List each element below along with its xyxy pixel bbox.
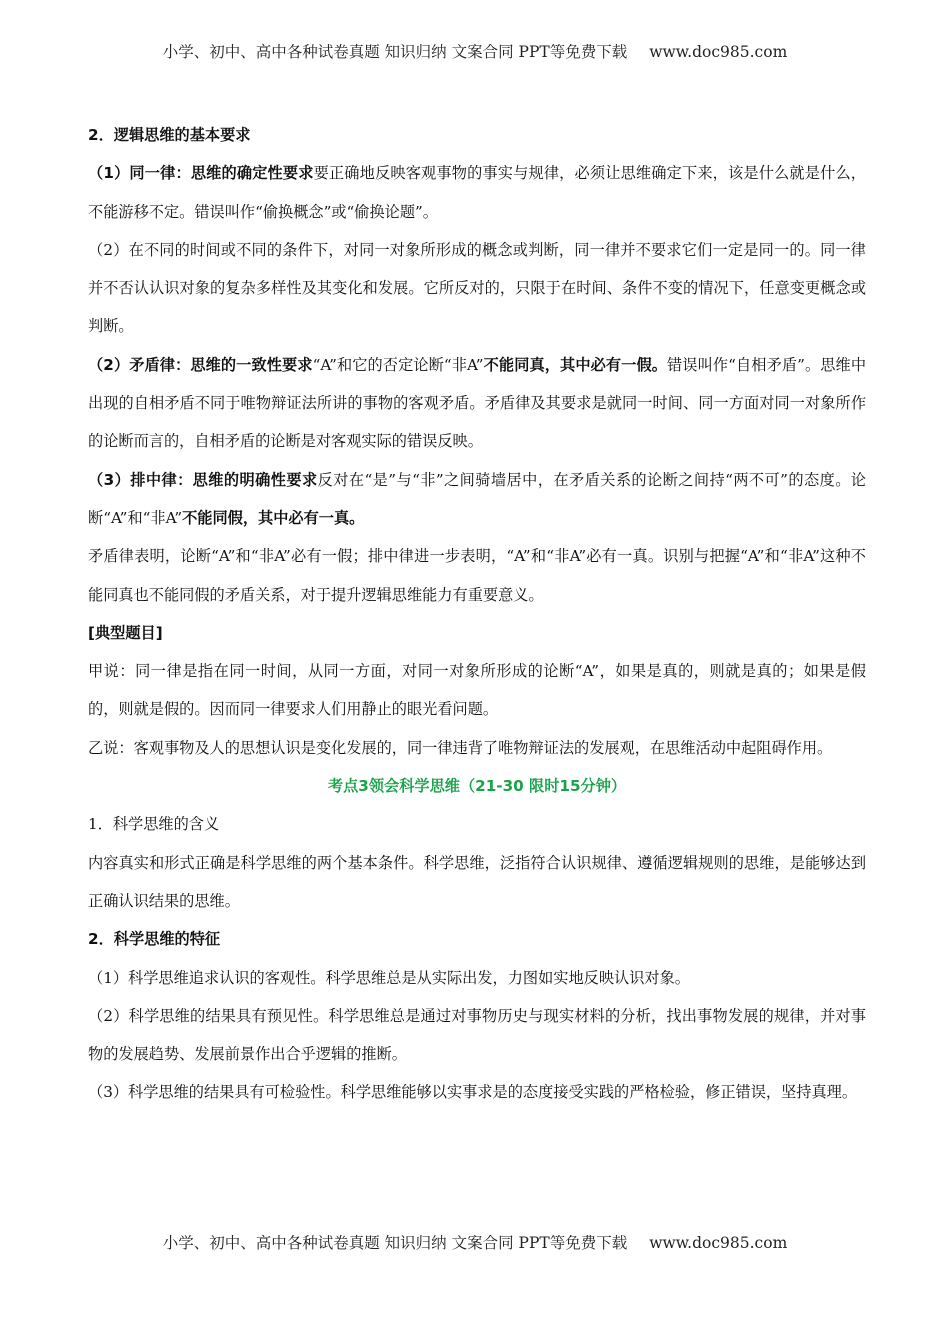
paragraph-contradiction-law: [88, 346, 866, 461]
bold-label: （3）排中律：思维的明确性要求: [88, 470, 318, 489]
paragraph-meaning: 内容真实和形式正确是科学思维的两个基本条件。科学思维，泛指符合认识规律、遵循逻辑规则的思维，是能够达到正确认识结果的思维。: [88, 853, 866, 910]
typical-question-heading: [典型题目]: [88, 623, 163, 642]
bold-label: （2）矛盾律：思维的一致性要求: [88, 355, 313, 374]
header-url[interactable]: www.doc985.com: [649, 43, 788, 61]
bold-text: 不能同假，其中必有一真。: [182, 508, 365, 527]
section-title: 考点3领会科学思维（21-30 限时15分钟）: [327, 777, 627, 796]
section-heading-features: 2．科学思维的特征: [88, 930, 221, 949]
section-heading: 2．逻辑思维的基本要求: [88, 126, 251, 144]
paragraph-summary: 矛盾律表明，论断“A”和“非A”必有一假；排中律进一步表明，“A”和“非A”必有一真。识别与把握“A”和“非A”这种不能同真也不能同假的矛盾关系，对于提升逻辑思维能力有重要意义。: [88, 547, 866, 604]
subheading-meaning: 1．科学思维的含义: [88, 815, 220, 834]
bold-label: （1）同一律：思维的确定性要求: [88, 164, 314, 183]
footer-url[interactable]: www.doc985.com: [649, 1234, 788, 1252]
paragraph-identity-law: [88, 154, 866, 231]
paragraph-identity-note: （2）在不同的时间或不同的条件下，对同一对象所形成的概念或判断，同一律并不要求它们一定是同一的。同一律并不否认认识对象的复杂多样性及其变化和发展。它所反对的，只限于在时间、条件不变的情况下，任意变更概念或判断。: [88, 240, 866, 336]
page-header: [0, 40, 950, 62]
paragraph-jia: 甲说：同一律是指在同一时间，从同一方面，对同一对象所形成的论断“A”，如果是真的，则就是真的；如果是假的，则就是假的。因而同一律要求人们用静止的眼光看问题。: [88, 662, 866, 719]
paragraph-excluded-middle: [88, 461, 866, 538]
paragraph-yi: 乙说：客观事物及人的思想认识是变化发展的，同一律违背了唯物辩证法的发展观，在思维活动中起阻碍作用。: [88, 738, 833, 757]
paragraph-text: “A”和它的否定论断“非A”: [312, 355, 484, 374]
footer-text: 小学、初中、高中各种试卷真题 知识归纳 文案合同 PPT等免费下载: [162, 1234, 628, 1252]
page-footer: [0, 1231, 950, 1253]
paragraph-text: 要正确地反映客观事物的事实与规律，必须让思维确定下来，该是什么就是什么，不能游移不定。错误叫作“偷换概念”或“偷换论题”。: [88, 164, 866, 221]
paragraph-feature-1: （1）科学思维追求认识的客观性。科学思维总是从实际出发，力图如实地反映认识对象。: [88, 968, 690, 987]
paragraph-text: 错误叫作“自相矛盾”。思维中出现的自相矛盾不同于唯物辩证法所讲的事物的客观矛盾。矛盾律及其要求是就同一时间、同一方面对同一对象所作的论断而言的，自相矛盾的论断是对客观实际的错误反映。: [88, 355, 867, 451]
paragraph-feature-3: （3）科学思维的结果具有可检验性。科学思维能够以实事求是的态度接受实践的严格检验，修正错误，坚持真理。: [88, 1083, 858, 1102]
document-body: [88, 116, 866, 1112]
bold-text: 不能同真，其中必有一假。: [483, 355, 668, 374]
header-text: 小学、初中、高中各种试卷真题 知识归纳 文案合同 PPT等免费下载: [162, 43, 628, 61]
paragraph-text: 反对在“是”与“非”之间骑墙居中，在矛盾关系的论断之间持“两不可”的态度。论断“A”和“非A”: [88, 470, 866, 527]
paragraph-feature-2: （2）科学思维的结果具有预见性。科学思维总是通过对事物历史与现实材料的分析，找出事物发展的规律，并对事物的发展趋势、发展前景作出合乎逻辑的推断。: [88, 1006, 866, 1064]
